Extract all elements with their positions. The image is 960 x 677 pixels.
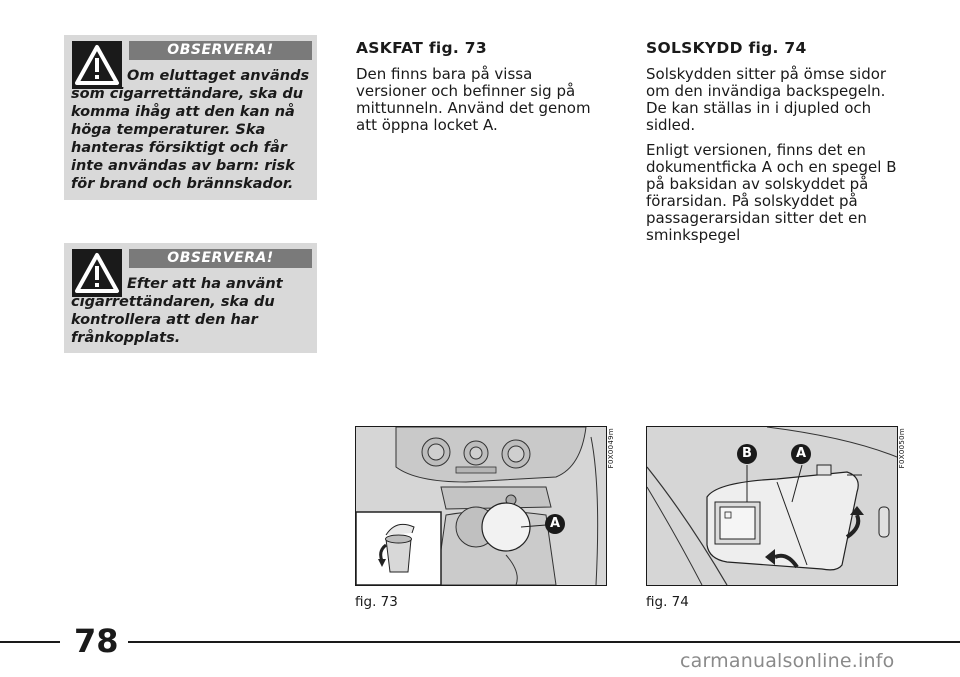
warning-heading: OBSERVERA! [129,41,312,60]
footer-rule-right [128,641,960,643]
callout-label: A [795,446,807,461]
warning-heading: OBSERVERA! [129,249,312,268]
figure-caption: fig. 73 [355,594,398,610]
figure-73-ashtray [355,426,607,586]
figure-74-sun-visor [646,426,898,586]
watermark: carmanualsonline.info [680,650,895,672]
section-title: ASKFAT fig. 73 [356,39,487,57]
callout-label: A [549,516,561,531]
warning-text: Om eluttaget används som cigarrettändare, ska du komma ihåg att den kan nå höga temperaturer. Ska hanteras försiktigt och får inte användas av barn: risk för brand och brännskador. [71,68,310,192]
page-number: 78 [74,622,119,660]
warning-text: Efter att ha använt cigarrettändaren, ska du kontrollera att den har frånkopplats. [71,276,283,346]
footer-rule-left [0,641,60,643]
section-sun-visor [646,40,908,252]
figure-code: F0X0050m [898,428,906,469]
warning-box-2 [64,243,317,353]
figure-caption: fig. 74 [646,594,689,610]
section-title: SOLSKYDD fig. 74 [646,39,807,57]
section-paragraph: Den finns bara på vissa versioner och befinner sig på mittunneln. Använd det genom att öppna locket A. [356,65,591,134]
section-paragraph: Solskydden sitter på ömse sidor om den invändiga backspegeln. De kan ställas in i djupled och sidled. [646,65,887,134]
section-ashtray [356,40,606,142]
figure-code: F0X0049m [607,428,615,469]
warning-box-1 [64,35,317,200]
callout-label: B [742,446,752,461]
section-paragraph: Enligt versionen, finns det en dokumentficka A och en spegel B på baksidan av solskyddet på förarsidan. På solskyddet på passagerarsidan sitter det en sminkspegel [646,141,897,244]
